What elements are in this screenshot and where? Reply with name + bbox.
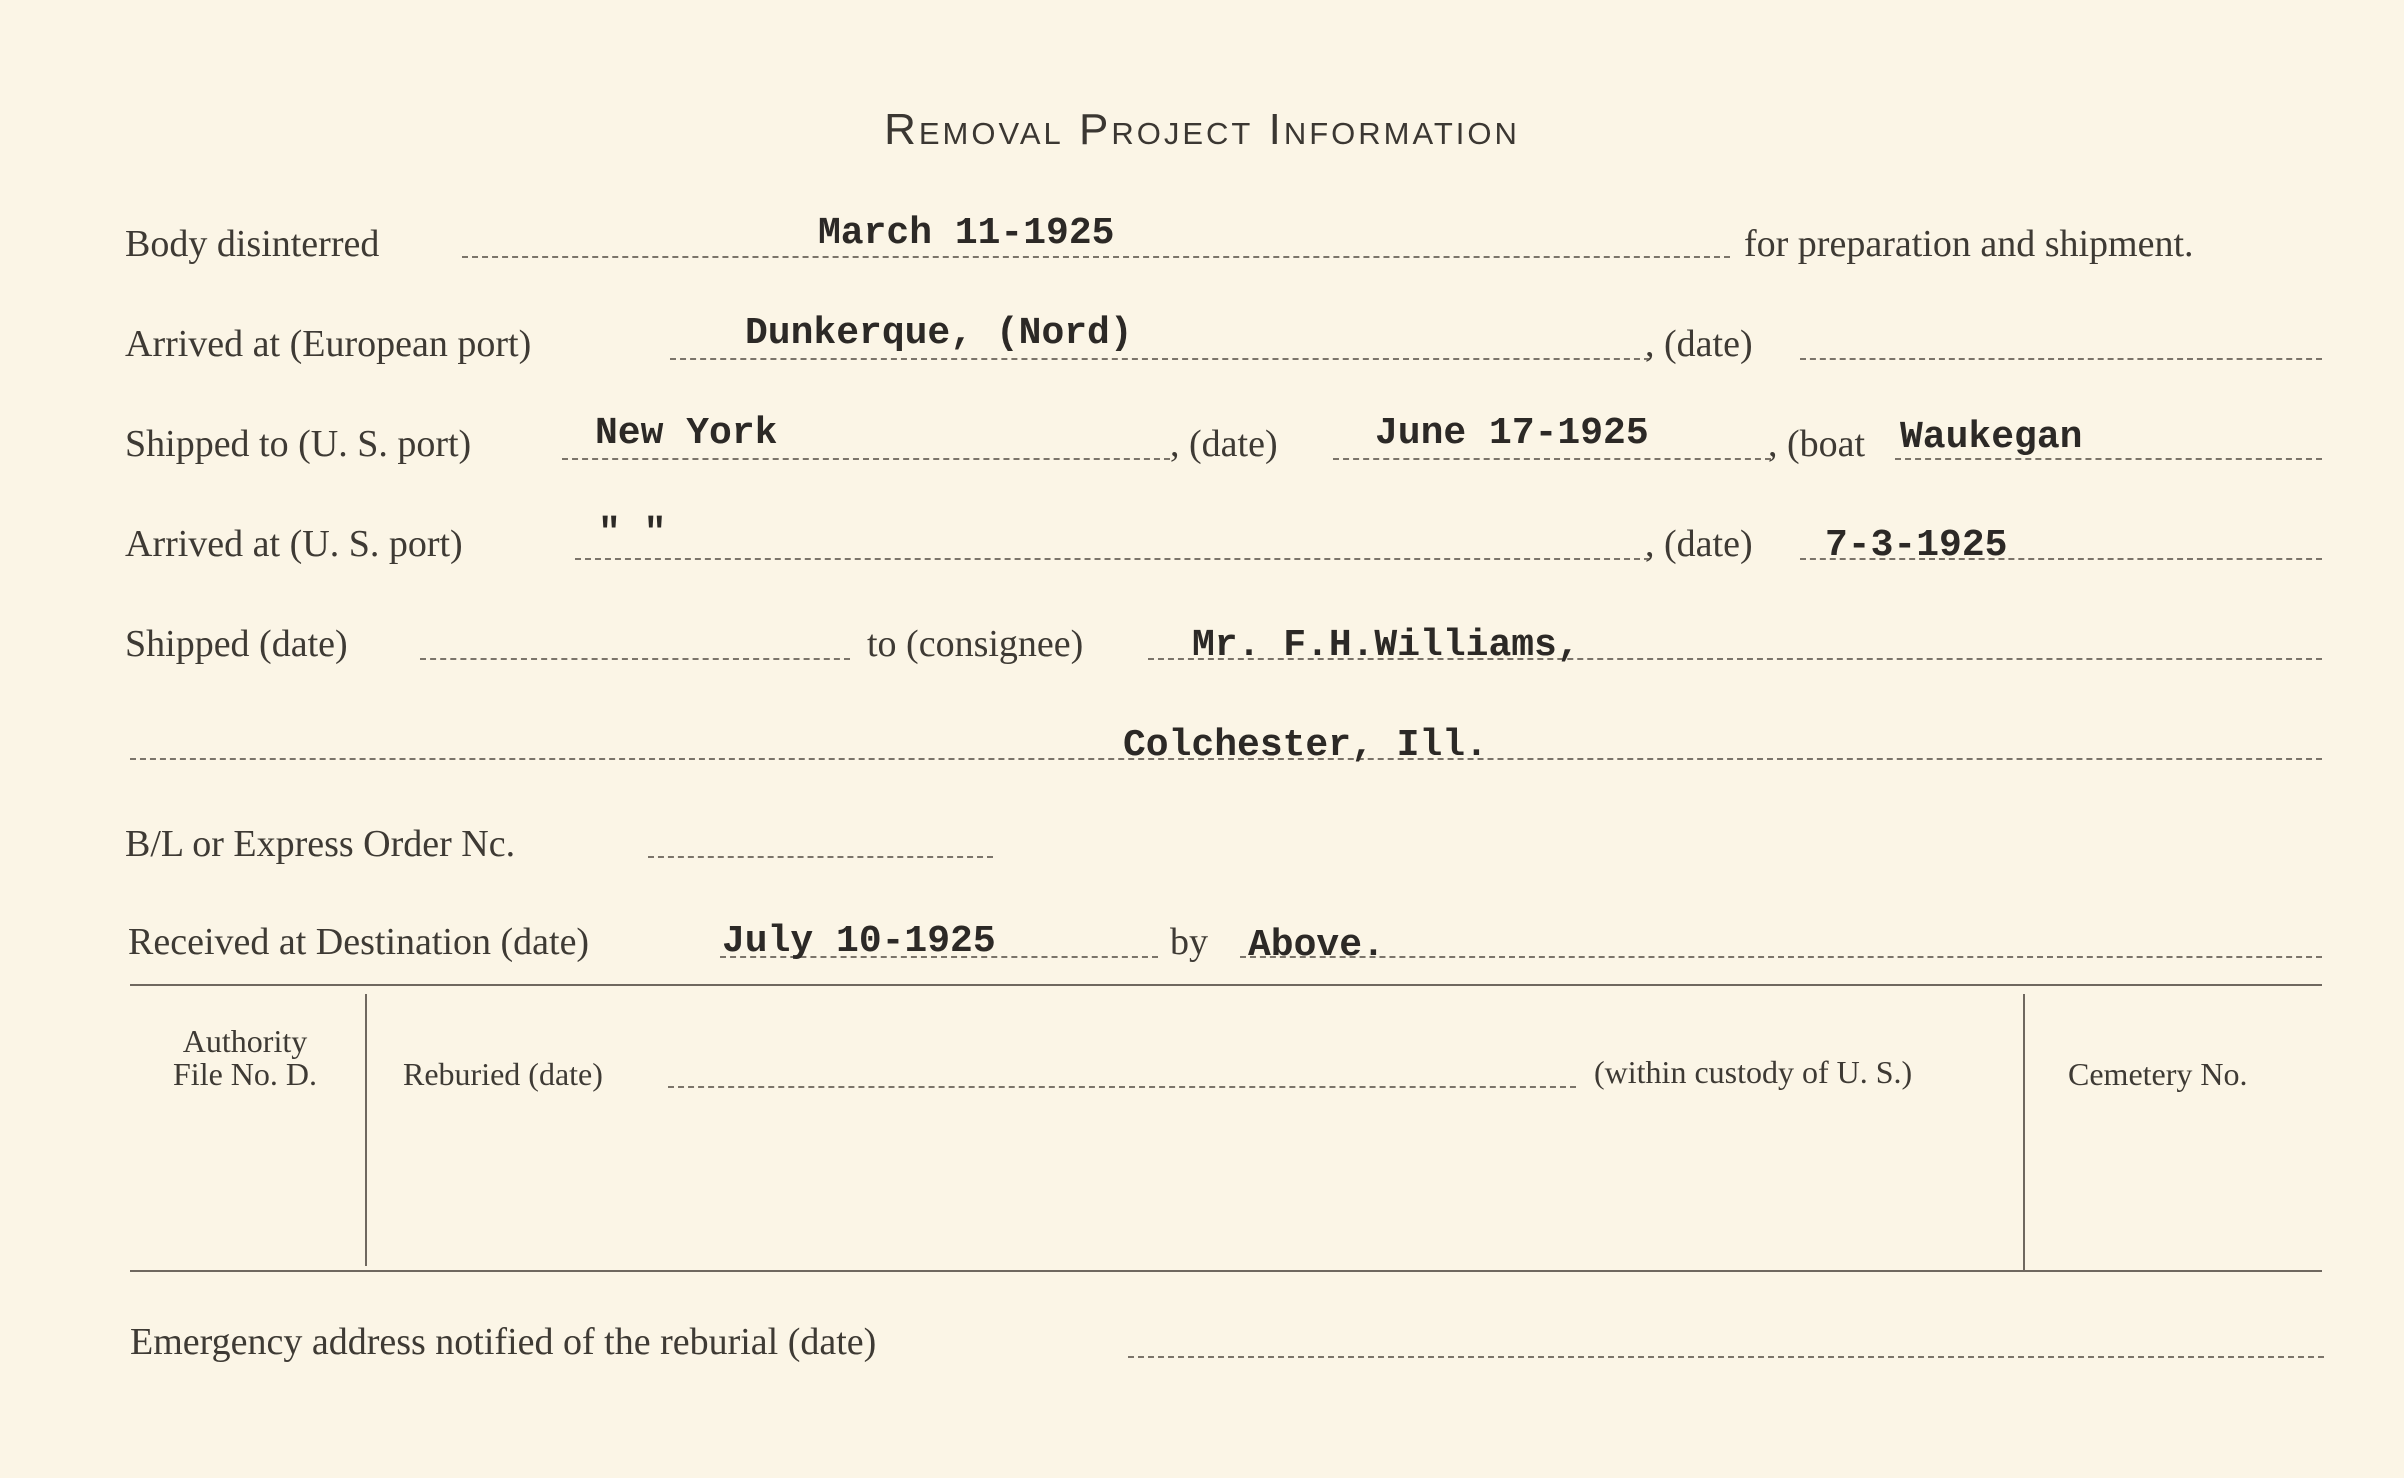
label-within-custody: (within custody of U. S.): [1594, 1054, 1913, 1090]
label-date-3: , (date): [1645, 523, 1753, 565]
line-received-by: [1240, 956, 2322, 958]
table-divider-right: [2023, 994, 2025, 1270]
label-boat: , (boat: [1768, 423, 1866, 465]
label-file-no: File No. D.: [173, 1056, 317, 1092]
label-date-1: , (date): [1645, 323, 1753, 365]
card-title: Removal Project Information: [884, 105, 1520, 154]
table-top-rule: [130, 984, 2322, 986]
label-arrived-us: Arrived at (U. S. port): [125, 523, 463, 565]
value-received-date: July 10-1925: [722, 920, 996, 963]
label-shipped-to-us: Shipped to (U. S. port): [125, 423, 472, 465]
table-divider-left: [365, 994, 367, 1266]
label-arrived-european: Arrived at (European port): [125, 323, 532, 365]
line-ship-date: [1333, 458, 1771, 460]
label-shipped-date: Shipped (date): [125, 623, 348, 665]
line-disinterred: [462, 256, 1730, 258]
line-us-port: [562, 458, 1170, 460]
value-received-by: Above.: [1248, 924, 1385, 967]
value-consignee-name: Mr. F.H.Williams,: [1192, 624, 1580, 667]
value-ship-date: June 17-1925: [1375, 412, 1649, 455]
label-for-preparation: for preparation and shipment.: [1744, 223, 2194, 265]
value-arrived-us-date: 7-3-1925: [1825, 524, 2008, 567]
value-consignee-city: Colchester, Ill.: [1123, 724, 1488, 767]
value-arrived-us-port: " ": [598, 512, 667, 555]
table-bottom-rule: [130, 1270, 2322, 1272]
value-disinterred-date: March 11-1925: [818, 212, 1115, 255]
value-boat: Waukegan: [1900, 416, 2083, 459]
label-authority: Authority: [182, 1023, 308, 1059]
line-arrived-us: [575, 558, 1650, 560]
label-body-disinterred: Body disinterred: [125, 223, 380, 265]
label-reburied: Reburied (date): [403, 1056, 603, 1092]
label-by: by: [1170, 921, 1208, 963]
value-european-port: Dunkerque, (Nord): [745, 312, 1133, 355]
label-bl-order: B/L or Express Order Nc.: [125, 823, 516, 865]
line-european-port: [670, 358, 1650, 360]
label-date-2: , (date): [1170, 423, 1278, 465]
value-us-port: New York: [595, 412, 778, 455]
line-emergency: [1128, 1356, 2324, 1358]
line-shipped-date: [420, 658, 850, 660]
line-european-date: [1800, 358, 2322, 360]
label-cemetery-no: Cemetery No.: [2068, 1056, 2248, 1092]
label-emergency: Emergency address notified of the reburial (date): [130, 1321, 877, 1363]
label-to-consignee: to (consignee): [867, 623, 1084, 665]
line-reburied: [668, 1086, 1576, 1088]
line-bl-order: [648, 856, 993, 858]
label-received-destination: Received at Destination (date): [128, 921, 590, 963]
